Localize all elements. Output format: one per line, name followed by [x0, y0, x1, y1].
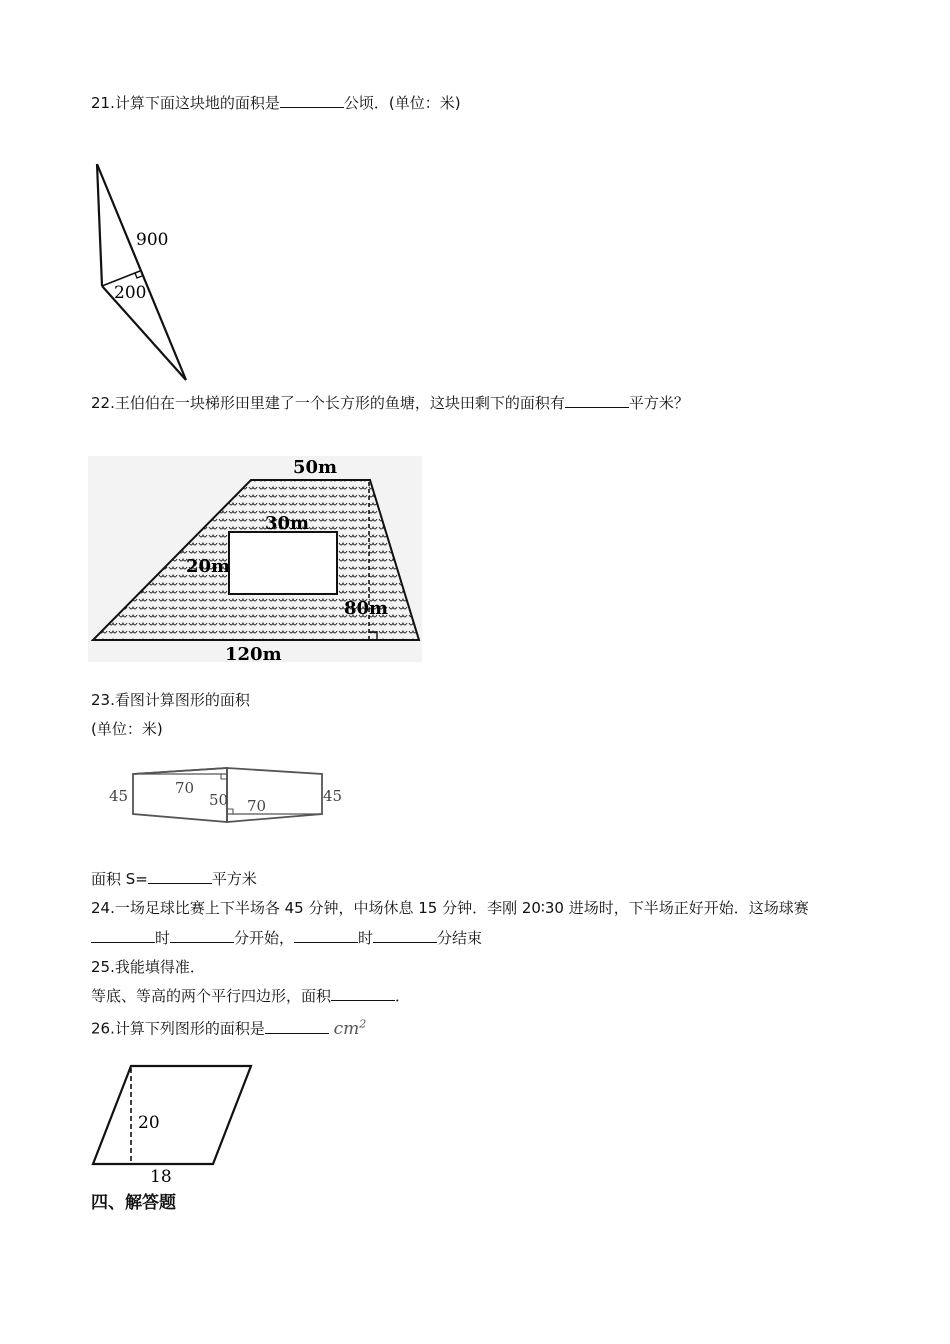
- q21-question: 21.计算下面这块地的面积是 公顷．(单位：米): [91, 94, 461, 112]
- q26-label-height: 20: [138, 1113, 160, 1133]
- q23-label-right: 45: [323, 787, 343, 805]
- q25-title: 25.我能填得准．: [91, 958, 205, 976]
- q22-label-rect-height: 20m: [186, 556, 231, 577]
- q24-answer-line: 时 分开始， 时 分结束: [91, 928, 482, 948]
- q23-composite-figure: [105, 758, 345, 830]
- q24-question: 24.一场足球比赛上下半场各 45 分钟，中场休息 15 分钟．李刚 20∶30 进场时，下半场正好开始．这场球赛: [91, 899, 809, 917]
- q21-hypotenuse: [97, 164, 186, 380]
- q22-label-top: 50m: [293, 457, 338, 478]
- q23-label-top-length: 70: [175, 779, 195, 797]
- q21-label-900: 900: [136, 230, 169, 250]
- q23-title: 23.看图计算图形的面积: [91, 691, 250, 709]
- q26-label-base: 18: [150, 1167, 172, 1187]
- q26-parallelogram: [93, 1066, 251, 1164]
- q22-fishpond-rect: [229, 532, 337, 594]
- q22-label-bottom: 120m: [225, 644, 282, 665]
- q22-answer-blank[interactable]: [565, 393, 629, 408]
- q23-label-bottom-length: 70: [247, 797, 267, 815]
- q26-unit: $cm^2$: [333, 1017, 367, 1039]
- q24-end-hour-blank[interactable]: [294, 928, 358, 943]
- q23-label-left: 45: [109, 787, 129, 805]
- q21-right-angle: [135, 273, 142, 278]
- q21-label-200: 200: [114, 283, 147, 303]
- q26-parallelogram-figure: [88, 1060, 258, 1188]
- q21-answer-blank[interactable]: [280, 93, 344, 108]
- q23-answer: 面积 S= 平方米: [91, 870, 257, 888]
- q22-label-height: 80m: [344, 598, 389, 619]
- q22-question: 22.王伯伯在一块梯形田里建了一个长方形的鱼塘，这块田剩下的面积有 平方米？: [91, 394, 689, 412]
- q26-question: 26.计算下列图形的面积是 $cm^2$: [91, 1017, 367, 1039]
- section4-title: 四、解答题: [91, 1193, 176, 1213]
- q26-answer-blank[interactable]: [265, 1019, 329, 1034]
- q25-answer-blank[interactable]: [331, 986, 395, 1001]
- q23-top-edge: [133, 768, 227, 774]
- q23-label-middle: 50: [209, 791, 229, 809]
- q24-start-hour-blank[interactable]: [91, 928, 155, 943]
- q25-question: 等底、等高的两个平行四边形，面积 ．: [91, 987, 411, 1005]
- q23-unit: (单位：米): [91, 720, 163, 738]
- q22-trapezoid-figure: [88, 452, 424, 666]
- q21-left-side: [97, 164, 102, 286]
- q21-triangle-figure: [88, 158, 198, 386]
- q24-start-minute-blank[interactable]: [170, 928, 234, 943]
- q24-end-minute-blank[interactable]: [373, 928, 437, 943]
- q22-label-rect-width: 30m: [265, 513, 310, 534]
- q23-answer-blank[interactable]: [148, 869, 212, 884]
